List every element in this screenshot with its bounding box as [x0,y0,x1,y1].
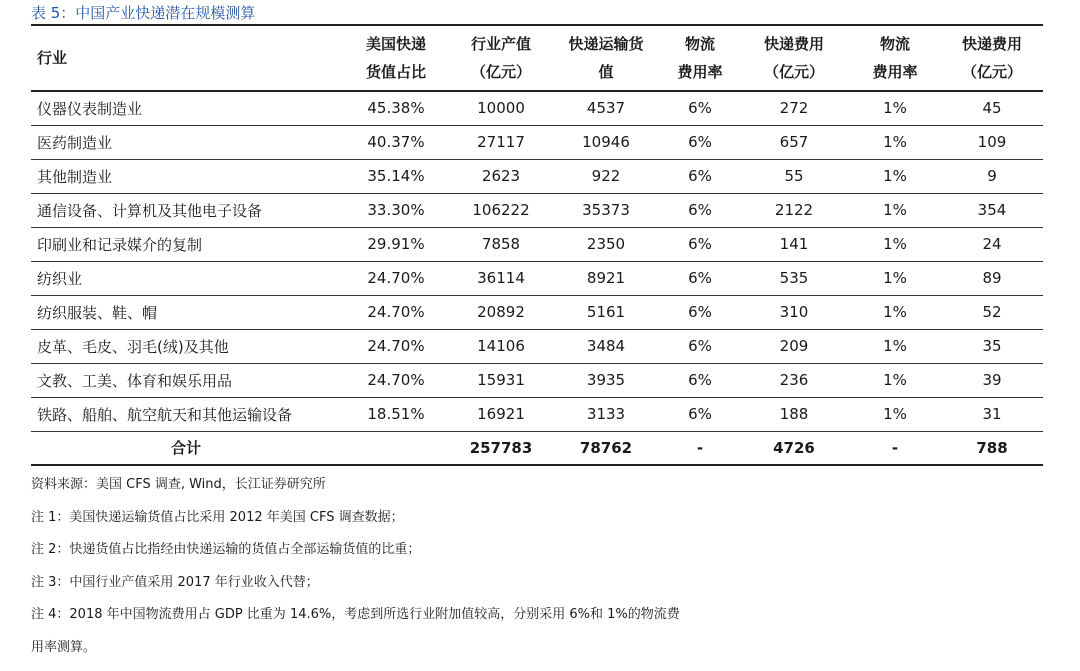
table-cell: 1% [849,295,941,329]
source-note: 资料来源：美国 CFS 调查, Wind，长江证券研究所 [31,476,680,509]
table-cell: 188 [739,397,849,431]
table-cell: 9 [941,159,1043,193]
table-row [31,193,1043,227]
table-cell: 39 [941,363,1043,397]
table-cell: 272 [739,91,849,125]
table-row [31,261,1043,295]
table-cell: 纺织服装、鞋、帽 [31,295,341,329]
table-cell: 6% [661,125,739,159]
table-cell: - [849,431,941,465]
header-line: 快递运输货 [551,30,661,58]
table-cell: 6% [661,91,739,125]
table-cell: 55 [739,159,849,193]
table-cell: 236 [739,363,849,397]
header-line: 费用率 [661,58,739,86]
table-cell: 29.91% [341,227,451,261]
table-cell: 15931 [451,363,551,397]
table-cell: 1% [849,329,941,363]
header-line: 物流 [661,30,739,58]
table-total-row [31,431,1043,465]
table-cell: 788 [941,431,1043,465]
table-cell: 6% [661,159,739,193]
table-cell: 2623 [451,159,551,193]
table-cell: 印刷业和记录媒介的复制 [31,227,341,261]
table-row [31,397,1043,431]
table-cell: 1% [849,125,941,159]
header-line: 美国快递 [341,30,451,58]
header-express-value [551,25,661,91]
table-cell: 10946 [551,125,661,159]
table-cell: 6% [661,397,739,431]
table-body [31,91,1043,465]
table-cell: 27117 [451,125,551,159]
table-cell: 657 [739,125,849,159]
table-cell: 4537 [551,91,661,125]
table-cell: 4726 [739,431,849,465]
table-cell: 1% [849,227,941,261]
table-cell: 257783 [451,431,551,465]
table-row [31,363,1043,397]
table-cell: 16921 [451,397,551,431]
header-us-express-share [341,25,451,91]
header-industry: 行业 [31,25,341,91]
header-industry-output [451,25,551,91]
header-line: （亿元） [941,58,1043,86]
table-cell: 8921 [551,261,661,295]
table-cell: 1% [849,397,941,431]
table-cell: 1% [849,193,941,227]
table-cell: 45.38% [341,91,451,125]
table-cell [341,431,451,465]
table-cell: 33.30% [341,193,451,227]
table-cell: 24.70% [341,261,451,295]
table-cell: 医药制造业 [31,125,341,159]
table-cell: 14106 [451,329,551,363]
header-line: 快递费用 [739,30,849,58]
table-cell: 铁路、船舶、航空航天和其他运输设备 [31,397,341,431]
table-cell: 6% [661,295,739,329]
table-cell: 89 [941,261,1043,295]
header-line: 快递费用 [941,30,1043,58]
footnote: 注 4：2018 年中国物流费用占 GDP 比重为 14.6%，考虑到所选行业附加值较高，分别采用 6%和 1%的物流费 [31,606,680,639]
header-express-cost-1 [739,25,849,91]
table-row [31,227,1043,261]
table-cell: 1% [849,159,941,193]
table-cell: 106222 [451,193,551,227]
table-cell: 7858 [451,227,551,261]
footnote-continuation: 用率测算。 [31,639,680,671]
table-cell: 18.51% [341,397,451,431]
table-cell: 35 [941,329,1043,363]
table-cell: 109 [941,125,1043,159]
table-cell: 310 [739,295,849,329]
header-express-cost-2 [941,25,1043,91]
table-cell: 535 [739,261,849,295]
table-cell: 6% [661,363,739,397]
table-cell: 1% [849,91,941,125]
header-line: （亿元） [451,58,551,86]
table-cell: 6% [661,227,739,261]
table-cell: 纺织业 [31,261,341,295]
table-cell: 52 [941,295,1043,329]
table-cell: 24.70% [341,295,451,329]
table-cell: 24.70% [341,329,451,363]
table-row [31,125,1043,159]
table-caption: 表 5：中国产业快递潜在规模测算 [31,2,255,23]
total-label: 合计 [31,431,341,465]
table-cell: 922 [551,159,661,193]
table-cell: 35373 [551,193,661,227]
header-line: 货值占比 [341,58,451,86]
table-cell: 78762 [551,431,661,465]
table-header-row [31,25,1043,91]
table-cell: 5161 [551,295,661,329]
table-row [31,159,1043,193]
table-row [31,91,1043,125]
table-cell: 文教、工美、体育和娱乐用品 [31,363,341,397]
footnote: 注 3：中国行业产值采用 2017 年行业收入代替； [31,574,680,607]
header-line: （亿元） [739,58,849,86]
table-cell: 36114 [451,261,551,295]
header-line: 费用率 [849,58,941,86]
footnote: 注 1：美国快递运输货值占比采用 2012 年美国 CFS 调查数据； [31,509,680,542]
table-cell: 6% [661,193,739,227]
table-row [31,329,1043,363]
header-line: 物流 [849,30,941,58]
table-cell: 40.37% [341,125,451,159]
table-cell: 45 [941,91,1043,125]
table-cell: 24 [941,227,1043,261]
table-cell: 6% [661,261,739,295]
table-cell: 1% [849,363,941,397]
header-line: 值 [551,58,661,86]
table-cell: 209 [739,329,849,363]
table-cell: 20892 [451,295,551,329]
table-cell: 354 [941,193,1043,227]
table-cell: 24.70% [341,363,451,397]
table-cell: 3484 [551,329,661,363]
header-logistics-rate-2 [849,25,941,91]
table-cell: 2350 [551,227,661,261]
table-cell: 通信设备、计算机及其他电子设备 [31,193,341,227]
table-cell: 仪器仪表制造业 [31,91,341,125]
table-cell: 2122 [739,193,849,227]
table-cell: 35.14% [341,159,451,193]
table-cell: 141 [739,227,849,261]
table-cell: 10000 [451,91,551,125]
table-row [31,295,1043,329]
table-cell: 6% [661,329,739,363]
table-cell: 31 [941,397,1043,431]
header-logistics-rate-1 [661,25,739,91]
table-cell: 皮革、毛皮、羽毛(绒)及其他 [31,329,341,363]
table-cell: 1% [849,261,941,295]
table-cell: 3133 [551,397,661,431]
table-cell: 3935 [551,363,661,397]
table-notes [31,476,680,671]
table-cell: 其他制造业 [31,159,341,193]
header-line: 行业产值 [451,30,551,58]
express-potential-table [31,24,1043,466]
table-cell: - [661,431,739,465]
footnote: 注 2：快递货值占比指经由快递运输的货值占全部运输货值的比重； [31,541,680,574]
